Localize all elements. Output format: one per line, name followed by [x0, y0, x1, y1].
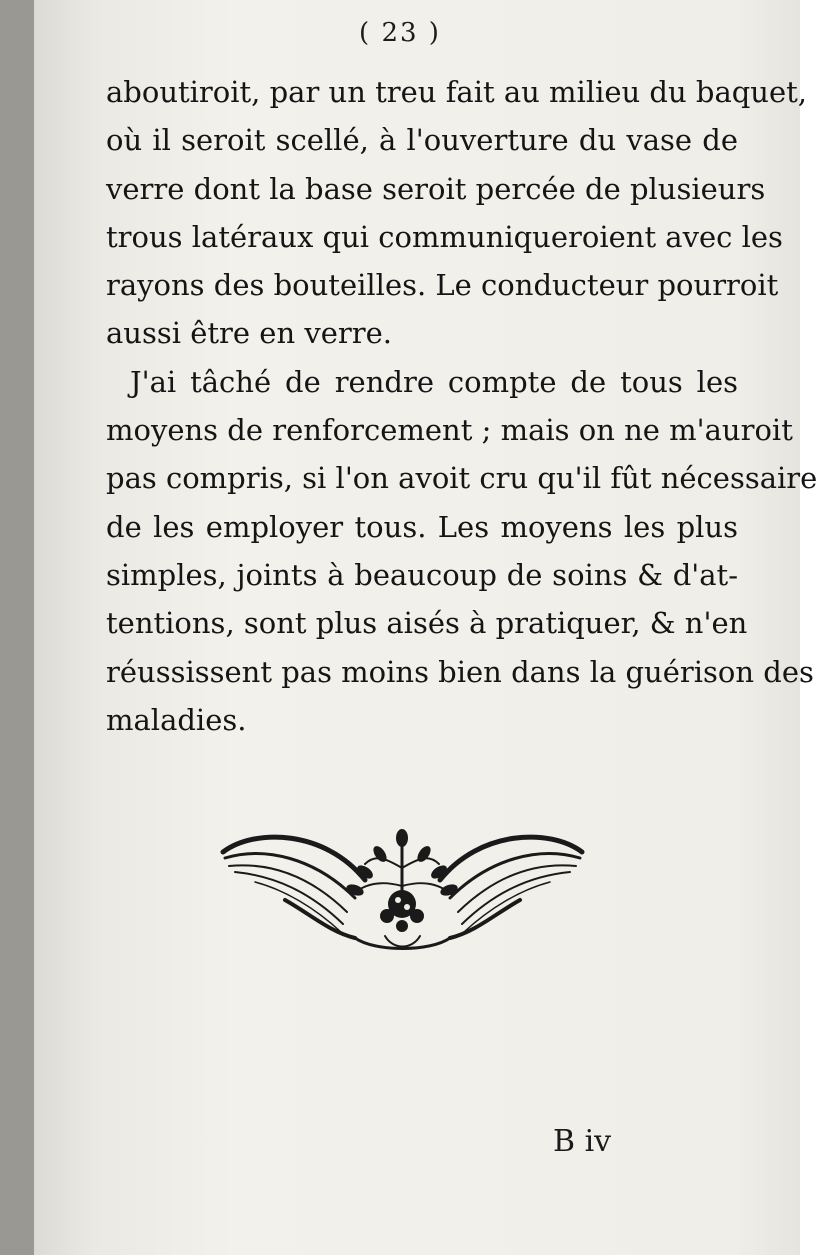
text-line: où il seroit scellé, à l'ouverture du vase de — [106, 123, 738, 158]
text-line: trous latéraux qui communiqueroient avec les — [106, 219, 783, 254]
text-line: pas compris, si l'on avoit cru qu'il fût nécessaire — [106, 461, 817, 496]
foliage-ornament-icon — [215, 828, 590, 958]
paragraph — [106, 68, 808, 358]
text-line: maladies. — [106, 702, 247, 737]
text-line: verre dont la base seroit percée de plusieurs — [106, 171, 766, 206]
paragraph — [106, 358, 817, 744]
text-line: réussissent pas moins bien dans la guérison des — [106, 654, 814, 689]
text-line: J'ai tâché de rendre compte de tous les — [130, 364, 738, 399]
text-line: moyens de renforcement ; mais on ne m'auroit — [106, 413, 793, 448]
text-line: aussi être en verre. — [106, 316, 392, 351]
page-number: ( 23 ) — [359, 18, 441, 48]
signature-mark: B iv — [553, 1124, 612, 1159]
text-line: aboutiroit, par un treu fait au milieu du baquet, — [106, 75, 808, 109]
text-line: simples, joints à beaucoup de soins & d'at- — [106, 557, 738, 592]
body-text — [106, 68, 817, 744]
text-line: tentions, sont plus aisés à pratiquer, & n'en — [106, 606, 748, 641]
page-left-edge — [0, 0, 34, 1255]
text-line: rayons des bouteilles. Le conducteur pourroit — [106, 268, 779, 303]
text-line: de les employer tous. Les moyens les plus — [106, 509, 738, 544]
